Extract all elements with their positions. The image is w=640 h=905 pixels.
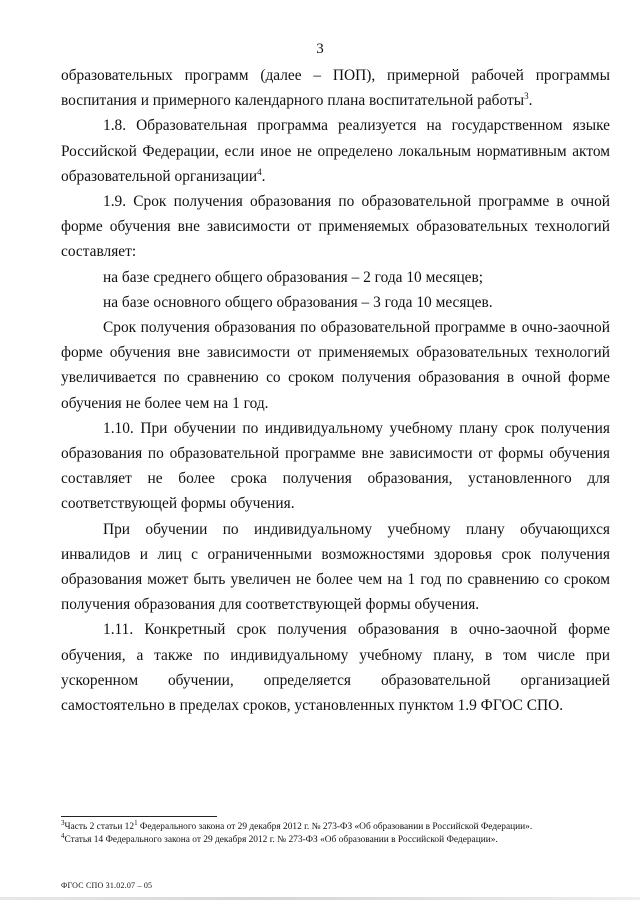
paragraph-tail: . bbox=[261, 167, 266, 185]
paragraph-continuation bbox=[61, 63, 610, 113]
footnote-text: Статья 14 Федерального закона от 29 декабря 2012 г. № 273-ФЗ «Об образовании в Российской Федерации». bbox=[64, 835, 498, 845]
paragraph-tail: . bbox=[528, 92, 533, 110]
footnote-number: 4 bbox=[61, 832, 65, 840]
list-item-basic: на базе основного общего образования – 3 года 10 месяцев. bbox=[103, 293, 493, 311]
paragraph-text: образовательных программ (далее – ПОП), примерной рабочей программы воспитания и примерного календарного плана воспитательной работы bbox=[61, 67, 610, 110]
paragraph-1-10: 1.10. При обучении по индивидуальному учебному плану срок получения образования по образовательной программе вне зависимости от формы обучения составляет не более срока получения образования, установленного для соответствующей формы обучения. bbox=[61, 419, 610, 513]
footnote-text-after: Федерального закона от 29 декабря 2012 г. № 273-ФЗ «Об образовании в Российской Федерации». bbox=[137, 822, 533, 832]
footnote-separator bbox=[61, 816, 217, 817]
list-item-secondary: на базе среднего общего образования – 2 года 10 месяцев; bbox=[103, 268, 484, 286]
paragraph-disabled: При обучении по индивидуальному учебному плану обучающихся инвалидов и лиц с ограниченными возможностями здоровья срок получения образования может быть увеличен не более чем на 1 год по сравнению со сроком получения образования для соответствующей формы обучения. bbox=[61, 520, 610, 614]
footnote-number: 3 bbox=[61, 819, 65, 827]
page-number: 3 bbox=[316, 41, 324, 57]
document-code: ФГОС СПО 31.02.07 – 05 bbox=[61, 881, 153, 890]
footnote-text: Часть 2 статьи 12 bbox=[64, 822, 135, 832]
footnote-inner-sup: 1 bbox=[134, 819, 138, 827]
paragraph-text: 1.8. Образовательная программа реализуется на государственном языке Российской Федерации, если иное не определено локальным нормативным актом образовательной организации bbox=[61, 117, 610, 185]
footnote-3 bbox=[61, 821, 621, 834]
paragraph-1-11: 1.11. Конкретный срок получения образования в очно-заочной форме обучения, а также по индивидуальному учебному плану, в том числе при ускоренном обучении, определяется образовательной организацией самостоятельно в пределах сроков, установленных пунктом 1.9 ФГОС СПО. bbox=[61, 621, 610, 715]
paragraph-part-time: Срок получения образования по образовательной программе в очно-заочной форме обучения вне зависимости от применяемых образовательных технологий увеличивается по сравнению со сроком получения образования в очной форме обучения не более чем на 1 год. bbox=[61, 319, 610, 412]
body-text bbox=[61, 63, 610, 718]
paragraph-1-9: 1.9. Срок получения образования по образовательной программе в очной форме обучения вне зависимости от применяемых образовательных технологий составляет: bbox=[61, 193, 610, 261]
scan-edge bbox=[0, 897, 640, 900]
paragraph-1-8 bbox=[61, 113, 610, 189]
footnote-ref: 4 bbox=[257, 166, 262, 177]
footnote-4 bbox=[61, 834, 621, 847]
footnote-ref: 3 bbox=[524, 91, 529, 102]
footnotes bbox=[61, 821, 621, 847]
